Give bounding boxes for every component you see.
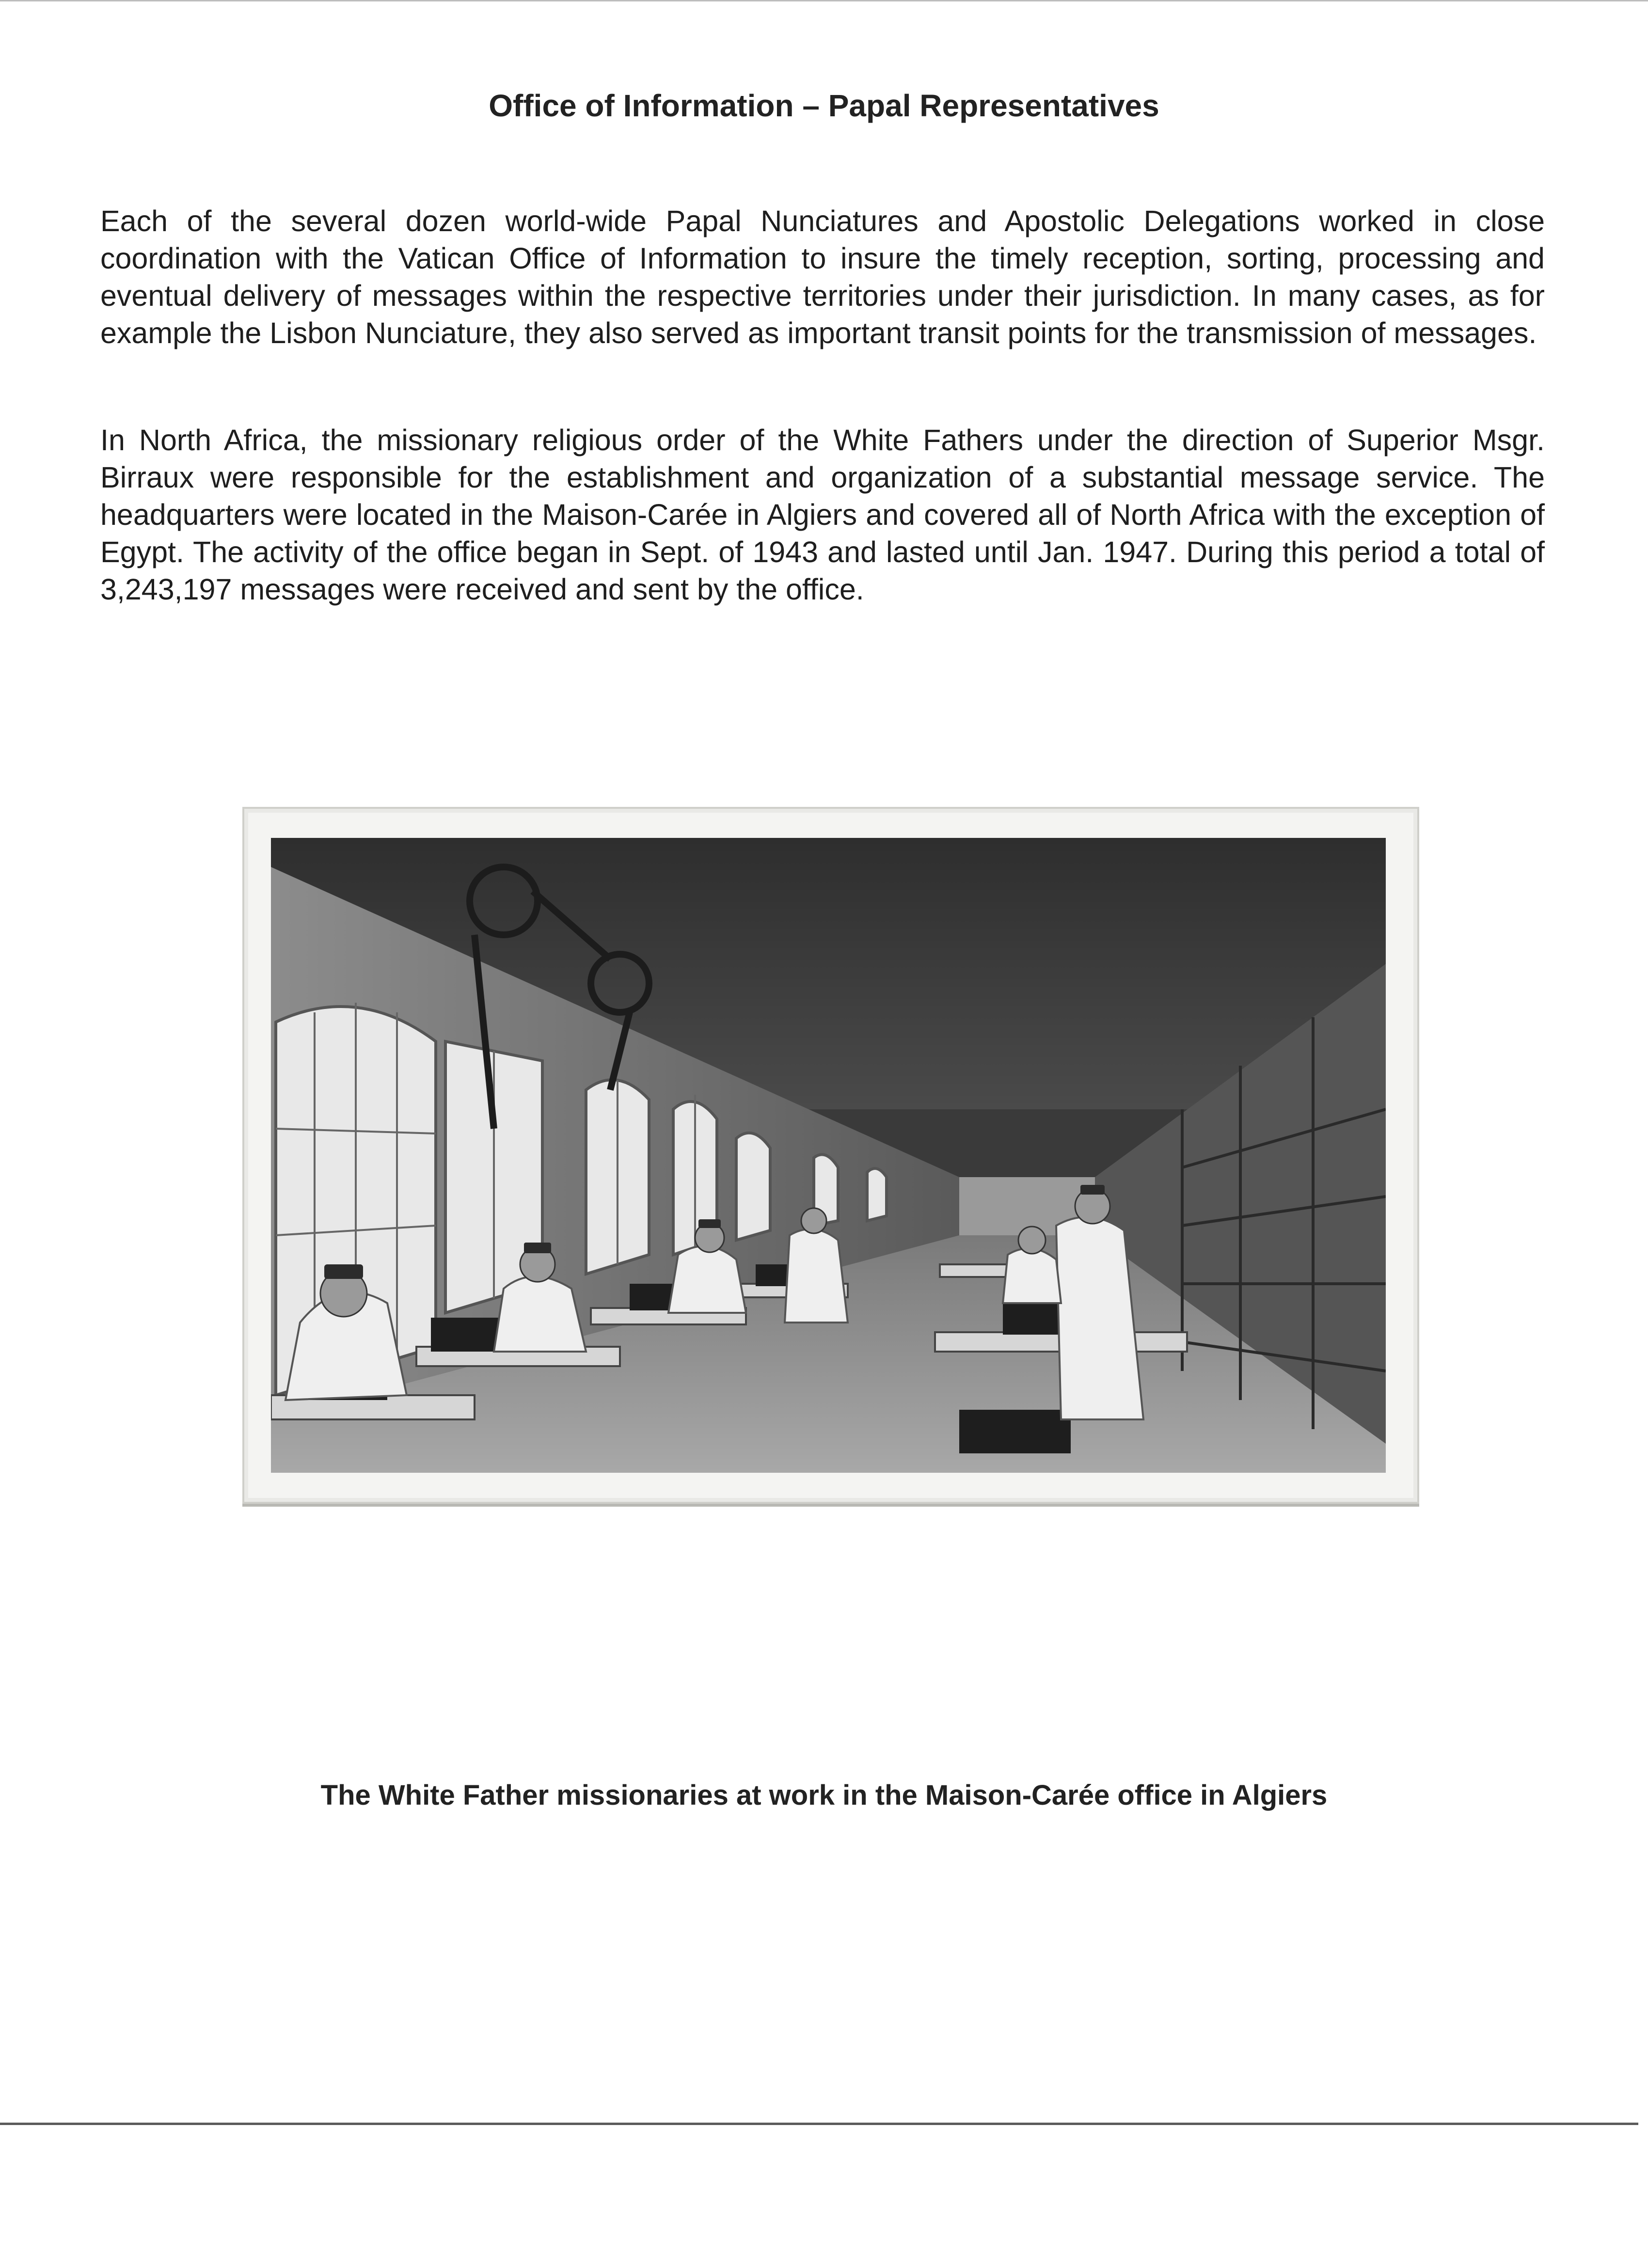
body-paragraph-north-africa: In North Africa, the missionary religious order of the White Fathers under the direction of Superior Msgr. Birraux were responsible for the establishment and organization of a substantial message service. The headquarters were located in the Maison-Carée in Algiers and covered all of North Africa with the exception of Egypt. The activity of the office began in Sept. of 1943 and lasted until Jan. 1947. During this period a total of 3,243,197 messages were received and sent by the office.	[100, 424, 1545, 606]
photo-caption: The White Father missionaries at work in the Maison-Carée office in Algiers	[320, 1780, 1328, 1811]
page-title: Office of Information – Papal Representatives	[489, 88, 1159, 123]
body-paragraph-nunciatures: Each of the several dozen world-wide Papal Nunciatures and Apostolic Delegations worked in close coordination with the Vatican Office of Information to insure the timely reception, sorting, processing and eventual delivery of messages within the respective territories under their jurisdiction. In many cases, as for example the Lisbon Nunciature, they also served as important transit points for the transmission of messages.	[100, 205, 1545, 349]
scan-top-edge	[0, 0, 1648, 1]
bottom-rule	[0, 2123, 1638, 2125]
historical-office-photo	[271, 838, 1386, 1473]
photo-mount	[242, 807, 1419, 1504]
photo-illustration	[271, 838, 1386, 1473]
